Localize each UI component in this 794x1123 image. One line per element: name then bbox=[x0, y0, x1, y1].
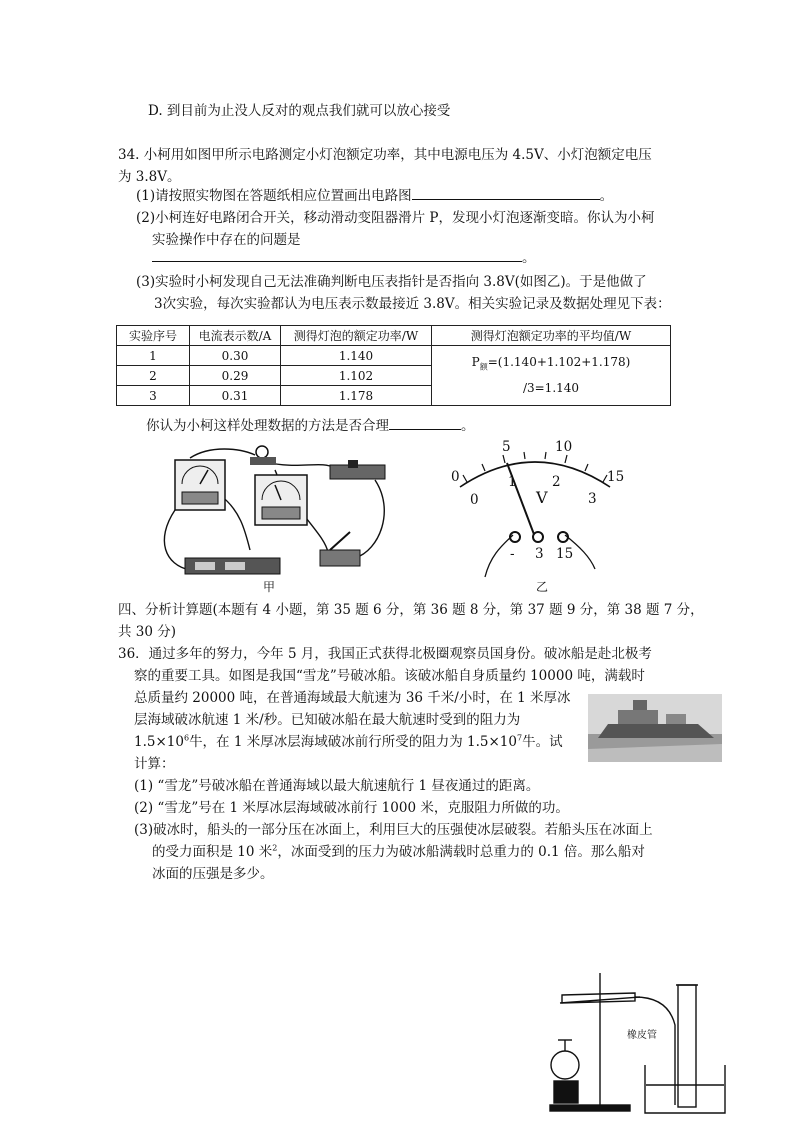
q36-sub2: (2) “雪龙”号在 1 米厚冰层海域破冰前行 1000 米，克服阻力所做的功。 bbox=[134, 800, 569, 816]
q34-part1-text: (1)请按照实物图在答题纸相应位置画出电路图 bbox=[136, 188, 412, 204]
table-cell: 3 bbox=[117, 386, 190, 406]
figure-label-jia: 甲 bbox=[263, 580, 276, 594]
q34-question-text: 你认为小柯这样处理数据的方法是否合理 bbox=[146, 418, 389, 434]
table-cell: 0.30 bbox=[190, 346, 281, 366]
q36-line5-a: 1.5×10 bbox=[134, 734, 184, 750]
q34-part2-blank-row bbox=[152, 246, 536, 266]
q36-sub3-line2-b: ，冰面受到的压力为破冰船满载时总重力的 0.1 倍。那么船对 bbox=[277, 844, 645, 860]
dial-tick-top: 5 bbox=[502, 439, 511, 455]
average-symbol: P bbox=[471, 355, 480, 370]
circuit-figure bbox=[150, 440, 400, 580]
average-cell bbox=[432, 346, 671, 406]
dial-tick-bottom: 2 bbox=[552, 474, 561, 490]
answer-blank bbox=[412, 187, 600, 200]
answer-blank bbox=[389, 417, 461, 430]
q34-part2-end: 。 bbox=[522, 250, 536, 266]
voltmeter-dial-figure bbox=[445, 437, 625, 587]
table-row bbox=[117, 346, 671, 366]
dial-tick-bottom: 0 bbox=[470, 492, 479, 508]
q36-sub3-line1: (3)破冰时，船头的一部分压在冰面上，利用巨大的压强使冰层破裂。若船头压在冰面上 bbox=[134, 822, 653, 838]
q36-line6: 计算： bbox=[134, 756, 175, 772]
q36-line2: 察的重要工具。如图是我国“雪龙”号破冰船。该破冰船自身质量约 10000 吨，满载时 bbox=[134, 668, 645, 684]
q34-part2-line1: (2)小柯连好电路闭合开关，移动滑动变阻器滑片 P，发现小灯泡逐渐变暗。你认为小柯 bbox=[136, 210, 655, 226]
q36-sub3-line2-a: 的受力面积是 10 米 bbox=[152, 844, 273, 860]
table-cell: 0.29 bbox=[190, 366, 281, 386]
terminal-label: 3 bbox=[535, 546, 544, 562]
q34-intro-line1: 34. 小柯用如图甲所示电路测定小灯泡额定功率，其中电源电压为 4.5V、小灯泡额定电压 bbox=[118, 147, 652, 163]
q34-part1 bbox=[136, 184, 613, 204]
q36-sub1: (1) “雪龙”号破冰船在普通海域以最大航速航行 1 昼夜通过的距离。 bbox=[134, 778, 540, 794]
table-cell: 2 bbox=[117, 366, 190, 386]
table-cell: 1.102 bbox=[281, 366, 432, 386]
answer-blank bbox=[152, 249, 522, 262]
table-header: 实验序号 bbox=[117, 326, 190, 346]
table-cell: 1.140 bbox=[281, 346, 432, 366]
q36-line5-c: 牛。试 bbox=[522, 734, 563, 750]
icebreaker-photo bbox=[588, 694, 722, 762]
table-cell: 1 bbox=[117, 346, 190, 366]
apparatus-figure bbox=[540, 965, 730, 1120]
q36-line5 bbox=[134, 730, 563, 750]
q36-exponent: 6 bbox=[183, 733, 190, 743]
option-d: D. 到目前为止没人反对的观点我们就可以放心接受 bbox=[148, 103, 451, 119]
table-header: 电流表示数/A bbox=[190, 326, 281, 346]
q36-exponent: 2 bbox=[272, 843, 278, 853]
q36-line3: 总质量约 20000 吨，在普通海域最大航速为 36 千米/小时，在 1 米厚冰 bbox=[134, 690, 571, 706]
dial-tick-top: 15 bbox=[607, 469, 625, 485]
table-cell: 1.178 bbox=[281, 386, 432, 406]
dial-tick-top: 0 bbox=[451, 469, 460, 485]
q36-line4: 层海域破冰航速 1 米/秒。已知破冰船在最大航速时受到的阻力为 bbox=[134, 712, 521, 728]
average-line1 bbox=[436, 352, 666, 377]
q34-part3-line2: 3次实验，每次实验都认为电压表示数最接近 3.8V。相关实验记录及数据处理见下表： bbox=[154, 296, 671, 312]
average-subscript: 额 bbox=[479, 362, 488, 372]
q36-sub3-line3: 冰面的压强是多少。 bbox=[152, 866, 274, 882]
dial-tick-bottom: 3 bbox=[588, 491, 597, 507]
q36-line5-b: 牛，在 1 米厚冰层海域破冰前行所受的阻力为 1.5×10 bbox=[189, 734, 517, 750]
terminal-label: 15 bbox=[556, 546, 574, 562]
table-header: 测得灯泡额定功率的平均值/W bbox=[432, 326, 671, 346]
average-line2: /3=1.140 bbox=[522, 380, 580, 395]
q34-part3-line1: (3)实验时小柯发现自己无法准确判断电压表指针是否指向 3.8V(如图乙)。于是他做了 bbox=[136, 274, 647, 290]
q34-question bbox=[146, 414, 475, 434]
q36-sub3-line2 bbox=[152, 840, 645, 860]
section4-title-line1: 四、分析计算题(本题有 4 小题，第 35 题 6 分，第 36 题 8 分，第 37 题 9 分，第 38 题 7 分， bbox=[118, 602, 704, 618]
table-cell: 0.31 bbox=[190, 386, 281, 406]
average-formula: =(1.140+1.102+1.178) bbox=[487, 355, 631, 370]
q34-part2-line2: 实验操作中存在的问题是 bbox=[152, 232, 301, 248]
table-header: 测得灯泡的额定功率/W bbox=[281, 326, 432, 346]
q34-intro-line2: 为 3.8V。 bbox=[118, 169, 181, 185]
q34-question-end: 。 bbox=[461, 418, 475, 434]
figure-label-yi: 乙 bbox=[536, 580, 549, 594]
q36-line1: 36．通过多年的努力，今年 5 月，我国正式获得北极圈观察员国身份。破冰船是赴北极考 bbox=[118, 646, 652, 662]
terminal-label: - bbox=[510, 546, 515, 562]
q34-part1-end: 。 bbox=[599, 188, 614, 204]
rubber-tube-label: 橡皮管 bbox=[627, 1030, 657, 1041]
dial-tick-top: 10 bbox=[555, 439, 573, 455]
dial-tick-bottom: 1 bbox=[508, 474, 517, 490]
dial-unit: V bbox=[536, 488, 548, 507]
table-header-row bbox=[117, 326, 671, 346]
q36-exponent: 7 bbox=[516, 733, 523, 743]
experiment-table bbox=[116, 325, 671, 406]
section4-title-line2: 共 30 分) bbox=[118, 624, 177, 640]
